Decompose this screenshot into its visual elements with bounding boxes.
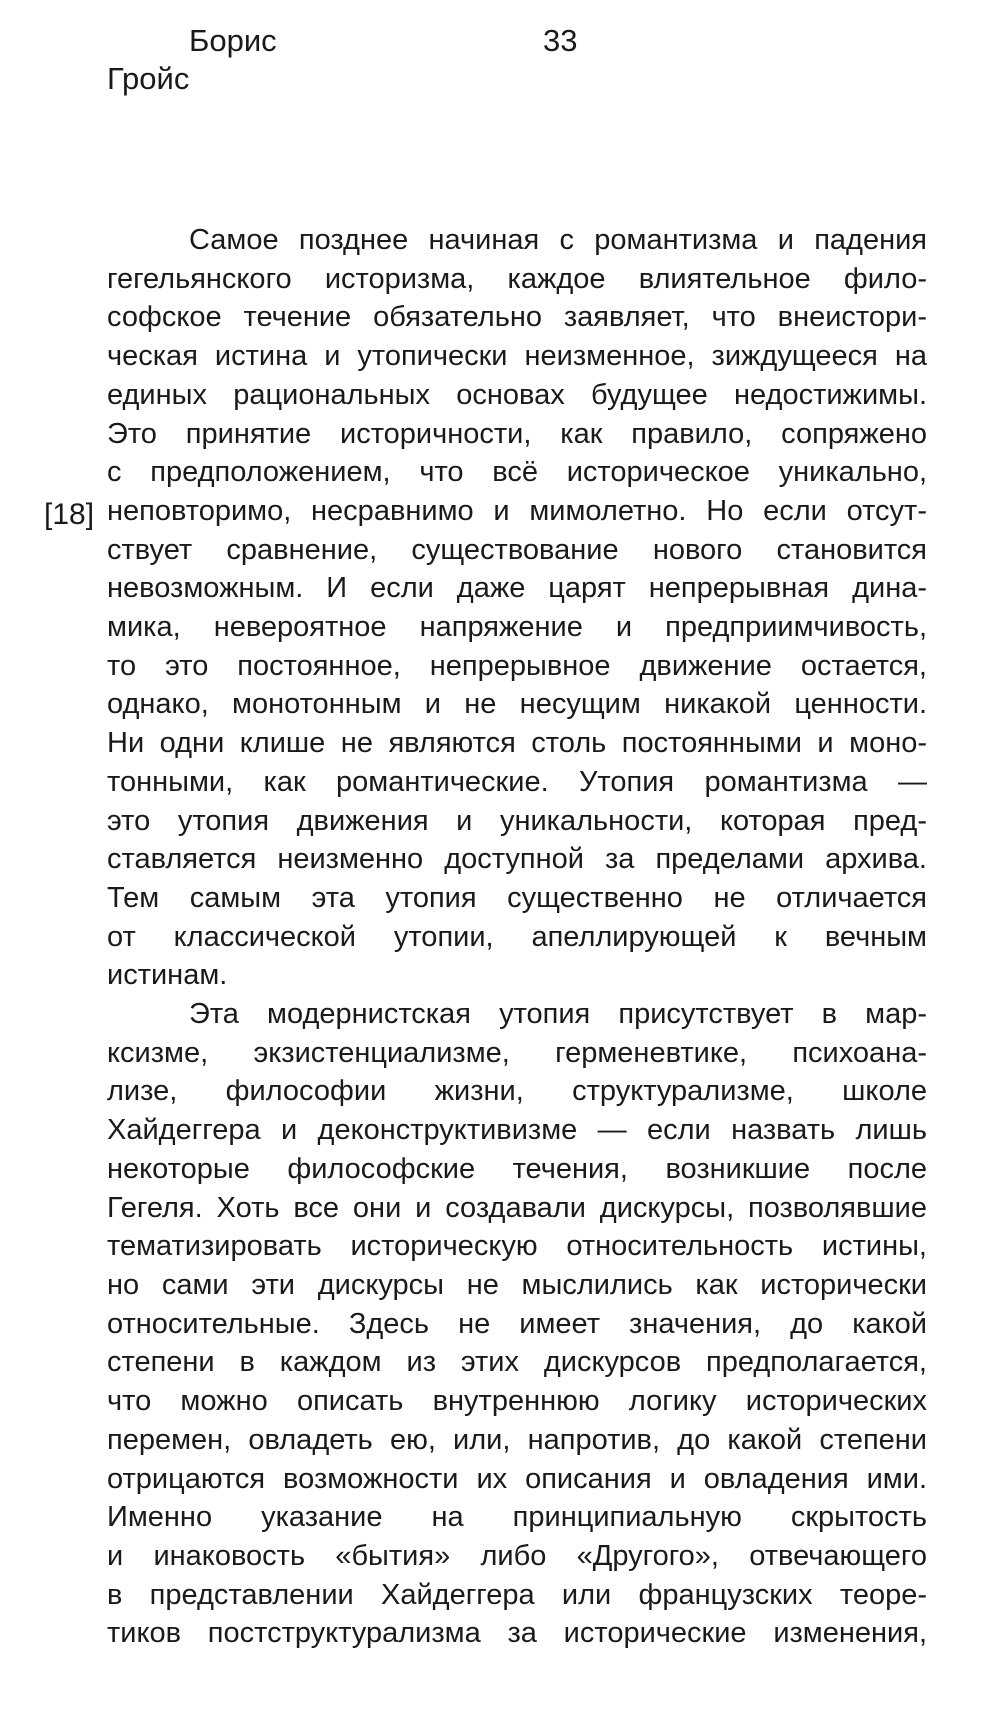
text-line: степени в каждом из этих дискурсов предполагается, [107, 1346, 927, 1379]
text-line: Ни одни клише не являются столь постоянными и моно- [107, 727, 927, 760]
text-line: невозможным. И если даже царят непрерывная дина- [107, 572, 927, 605]
text-line: гегельянского историзма, каждое влиятельное фило- [107, 262, 927, 295]
text-line: ставляется неизменно доступной за пределами архива. [107, 843, 927, 876]
text-line: в представлении Хайдеггера или французских теоре- [107, 1578, 927, 1611]
page-number: 33 [543, 23, 578, 58]
text-line: Эта модернистская утопия присутствует в мар- [189, 998, 927, 1031]
text-line: истинам. [107, 959, 228, 992]
body-text [107, 221, 927, 1653]
text-line: неповторимо, несравнимо и мимолетно. Но если отсут- [107, 494, 927, 527]
paragraph-1 [107, 221, 927, 995]
text-line: тонными, как романтические. Утопия романтизма — [107, 765, 927, 798]
running-header-author [107, 22, 277, 98]
text-line: Именно указание на принципиальную скрытость [107, 1501, 927, 1534]
paragraph-2 [107, 995, 927, 1653]
text-line: лизе, философии жизни, структурализме, школе [107, 1075, 927, 1108]
text-line: тиков постструктурализма за исторические изменения, [107, 1617, 927, 1650]
text-line: относительные. Здесь не имеет значения, до какой [107, 1307, 927, 1340]
text-line: ксизме, экзистенциализме, герменевтике, психоана- [107, 1036, 927, 1069]
text-line: отрицаются возможности их описания и овладения ими. [107, 1462, 927, 1495]
text-line: то это постоянное, непрерывное движение остается, [107, 649, 927, 682]
text-line: перемен, овладеть ею, или, напротив, до какой степени [107, 1423, 927, 1456]
text-line: Самое позднее начиная с романтизма и падения [189, 224, 927, 256]
text-line: Гегеля. Хоть все они и создавали дискурсы, позволявшие [107, 1191, 927, 1224]
text-line: софское течение обязательно заявляет, что внеистори- [107, 301, 927, 334]
text-line: некоторые философские течения, возникшие после [107, 1152, 927, 1185]
text-line: ствует сравнение, существование нового становится [107, 533, 927, 566]
text-line: это утопия движения и уникальности, которая пред- [107, 804, 927, 837]
text-line: ческая истина и утопически неизменное, зиждущееся на [107, 340, 927, 373]
text-line: тематизировать историческую относительность истины, [107, 1230, 927, 1263]
text-line: мика, невероятное напряжение и предприимчивость, [107, 611, 927, 644]
text-line: Хайдеггера и деконструктивизме — если назвать лишь [107, 1114, 927, 1147]
text-line: и инаковость «бытия» либо «Другого», отвечающего [107, 1539, 927, 1572]
text-line: что можно описать внутреннюю логику исторических [107, 1385, 927, 1418]
text-line: с предположением, что всё историческое уникально, [107, 456, 927, 489]
author-first-name: Борис [189, 23, 277, 58]
text-line: единых рациональных основах будущее недостижимы. [107, 378, 927, 411]
text-line: от классической утопии, апеллирующей к вечным [107, 920, 927, 953]
margin-page-reference: [18] [44, 498, 95, 531]
author-last-name: Гройс [107, 61, 190, 96]
text-line: Тем самым эта утопия существенно не отличается [107, 881, 927, 914]
text-line: но сами эти дискурсы не мыслились как исторически [107, 1268, 927, 1301]
text-line: однако, монотонным и не несущим никакой ценности. [107, 688, 927, 721]
text-line: Это принятие историчности, как правило, сопряжено [107, 417, 927, 450]
